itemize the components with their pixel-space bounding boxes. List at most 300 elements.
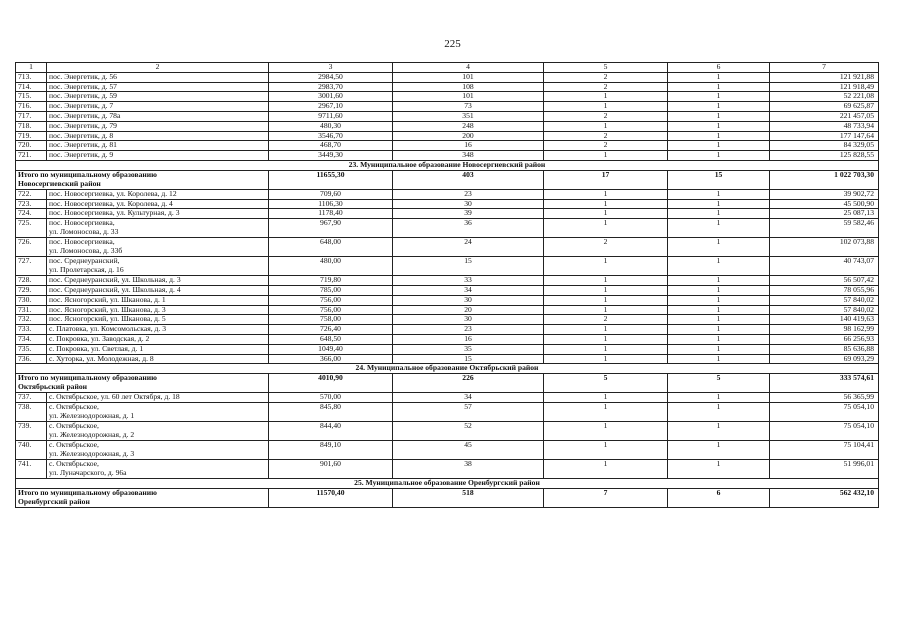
count-cell-5: 2 (544, 141, 668, 151)
total-label-line: Итого по муниципальному образованию (18, 373, 157, 383)
table-row (16, 151, 879, 161)
area-cell: 758,00 (269, 315, 393, 325)
area-cell: 480,30 (269, 121, 393, 131)
address-cell (47, 199, 269, 209)
count-cell-6: 1 (668, 209, 770, 219)
area-cell: 901,60 (269, 459, 393, 478)
amount-cell: 56 365,99 (770, 393, 879, 403)
row-number: 720. (16, 141, 47, 151)
row-number: 721. (16, 151, 47, 161)
housing-register-table (15, 62, 879, 508)
address-line: пос. Новосергиевка, ул. Культурная, д. 3 (49, 208, 180, 218)
count-cell-6: 1 (668, 276, 770, 286)
amount-cell: 98 162,99 (770, 325, 879, 335)
count-cell-5: 1 (544, 219, 668, 238)
count-cell-6: 1 (668, 344, 770, 354)
address-line: пос. Энергетик, д. 79 (49, 121, 117, 130)
table-row (16, 305, 879, 315)
area-cell: 366,00 (269, 354, 393, 364)
total-count-6: 15 (668, 170, 770, 189)
count-cell-5: 1 (544, 151, 668, 161)
amount-cell: 221 457,05 (770, 111, 879, 121)
address-cell (47, 257, 269, 276)
amount-cell: 75 054,10 (770, 402, 879, 421)
table-header-row (16, 63, 879, 73)
address-cell (47, 354, 269, 364)
residents-cell: 23 (393, 189, 544, 199)
amount-cell: 102 073,88 (770, 238, 879, 257)
address-cell (47, 238, 269, 257)
amount-cell: 57 840,02 (770, 305, 879, 315)
residents-cell: 16 (393, 141, 544, 151)
row-number: 716. (16, 102, 47, 112)
count-cell-6: 1 (668, 82, 770, 92)
total-amount: 333 574,61 (770, 374, 879, 393)
amount-cell: 177 147,64 (770, 131, 879, 141)
count-cell-6: 1 (668, 92, 770, 102)
residents-cell: 15 (393, 257, 544, 276)
amount-cell: 75 104,41 (770, 440, 879, 459)
section-heading-row (16, 364, 879, 374)
count-cell-6: 1 (668, 325, 770, 335)
table-row (16, 209, 879, 219)
address-line: пос. Энергетик, д. 81 (49, 140, 117, 150)
total-label (16, 374, 269, 393)
address-cell (47, 141, 269, 151)
table-row (16, 199, 879, 209)
count-cell-5: 1 (544, 189, 668, 199)
table-row (16, 402, 879, 421)
row-number: 738. (16, 402, 47, 421)
total-row (16, 374, 879, 393)
count-cell-6: 1 (668, 257, 770, 276)
amount-cell: 51 996,01 (770, 459, 879, 478)
section-heading: 24. Муниципальное образование Октябрьский район (16, 364, 879, 374)
row-number: 739. (16, 421, 47, 440)
area-cell: 3001,60 (269, 92, 393, 102)
amount-cell: 69 625,87 (770, 102, 879, 112)
row-number: 718. (16, 121, 47, 131)
count-cell-5: 1 (544, 295, 668, 305)
total-label-line: Оренбургский район (18, 496, 90, 506)
page-number: 225 (444, 38, 461, 50)
table-row (16, 238, 879, 257)
count-cell-5: 1 (544, 121, 668, 131)
address-line: пос. Ясногорский, ул. Шканова, д. 1 (49, 295, 166, 304)
count-cell-5: 1 (544, 325, 668, 335)
row-number: 730. (16, 295, 47, 305)
count-cell-5: 1 (544, 393, 668, 403)
count-cell-6: 1 (668, 219, 770, 238)
row-number: 735. (16, 344, 47, 354)
address-line: пос. Энергетик, д. 57 (49, 82, 117, 91)
total-label-line: Итого по муниципальному образованию (18, 488, 157, 497)
total-count-6: 5 (668, 374, 770, 393)
amount-cell: 57 840,02 (770, 295, 879, 305)
count-cell-6: 1 (668, 440, 770, 459)
table-row (16, 295, 879, 305)
area-cell: 648,50 (269, 334, 393, 344)
address-line: пос. Энергетик, д. 7 (49, 101, 114, 111)
count-cell-6: 1 (668, 334, 770, 344)
amount-cell: 45 500,90 (770, 199, 879, 209)
address-line: с. Хуторка, ул. Молодежная, д. 8 (49, 354, 154, 363)
row-number: 724. (16, 209, 47, 219)
table-row (16, 111, 879, 121)
area-cell: 967,90 (269, 219, 393, 238)
area-cell: 849,10 (269, 440, 393, 459)
address-cell (47, 219, 269, 238)
residents-cell: 52 (393, 421, 544, 440)
address-line: ул. Пролетарская, д. 16 (49, 264, 124, 274)
table-row (16, 421, 879, 440)
address-line: ул. Железнодорожная, д. 3 (49, 448, 135, 458)
residents-cell: 38 (393, 459, 544, 478)
amount-cell: 85 636,88 (770, 344, 879, 354)
address-cell (47, 315, 269, 325)
amount-cell: 39 902,72 (770, 189, 879, 199)
address-line: ул. Железнодорожная, д. 1 (49, 410, 135, 420)
area-cell: 3449,30 (269, 151, 393, 161)
table-row (16, 189, 879, 199)
area-cell: 1106,30 (269, 199, 393, 209)
address-line: ул. Ломоносова, д. 33б (49, 245, 123, 255)
total-count-5: 17 (544, 170, 668, 189)
table-row (16, 325, 879, 335)
address-line: с. Покровка, ул. Светлая, д. 1 (49, 344, 144, 353)
table-row (16, 102, 879, 112)
address-cell (47, 305, 269, 315)
count-cell-5: 1 (544, 199, 668, 209)
address-line: с. Покровка, ул. Заводская, д. 2 (49, 334, 150, 343)
count-cell-5: 1 (544, 421, 668, 440)
address-cell (47, 325, 269, 335)
address-cell (47, 82, 269, 92)
total-amount: 1 022 703,30 (770, 170, 879, 189)
count-cell-6: 1 (668, 305, 770, 315)
amount-cell: 121 918,49 (770, 82, 879, 92)
count-cell-6: 1 (668, 421, 770, 440)
residents-cell: 36 (393, 219, 544, 238)
count-cell-6: 1 (668, 238, 770, 257)
address-line: пос. Новосергиевка, ул. Королева, д. 4 (49, 199, 173, 208)
count-cell-5: 2 (544, 315, 668, 325)
address-line: пос. Среднеуранский, ул. Школьная, д. 4 (49, 285, 181, 294)
residents-cell: 351 (393, 111, 544, 121)
area-cell: 726,40 (269, 325, 393, 335)
area-cell: 756,00 (269, 305, 393, 315)
residents-cell: 34 (393, 393, 544, 403)
area-cell: 845,80 (269, 402, 393, 421)
address-cell (47, 131, 269, 141)
table-row (16, 354, 879, 364)
address-line: пос. Новосергиевка, (49, 237, 115, 247)
table-row (16, 276, 879, 286)
count-cell-6: 1 (668, 285, 770, 295)
residents-cell: 348 (393, 151, 544, 161)
row-number: 722. (16, 189, 47, 199)
address-line: пос. Новосергиевка, ул. Королева, д. 12 (49, 189, 177, 198)
count-cell-5: 1 (544, 102, 668, 112)
residents-cell: 35 (393, 344, 544, 354)
area-cell: 480,00 (269, 257, 393, 276)
residents-cell: 57 (393, 402, 544, 421)
count-cell-6: 1 (668, 295, 770, 305)
address-line: пос. Энергетик, д. 8 (49, 131, 114, 140)
amount-cell: 25 087,13 (770, 209, 879, 219)
total-count-5: 7 (544, 488, 668, 507)
count-cell-5: 1 (544, 354, 668, 364)
section-heading: 23. Муниципальное образование Новосергиевский район (16, 160, 879, 170)
table-row (16, 121, 879, 131)
count-cell-6: 1 (668, 199, 770, 209)
amount-cell: 121 921,88 (770, 72, 879, 82)
address-cell (47, 151, 269, 161)
address-line: пос. Ясногорский, ул. Шканова, д. 5 (49, 314, 166, 324)
residents-cell: 33 (393, 276, 544, 286)
residents-cell: 248 (393, 121, 544, 131)
count-cell-5: 2 (544, 72, 668, 82)
amount-cell: 59 582,46 (770, 219, 879, 238)
amount-cell: 40 743,07 (770, 257, 879, 276)
area-cell: 2967,10 (269, 102, 393, 112)
section-heading-row (16, 478, 879, 488)
area-cell: 9711,60 (269, 111, 393, 121)
address-line: пос. Ясногорский, ул. Шканова, д. 3 (49, 305, 166, 314)
row-number: 737. (16, 393, 47, 403)
row-number: 717. (16, 111, 47, 121)
row-number: 725. (16, 219, 47, 238)
address-cell (47, 209, 269, 219)
count-cell-6: 1 (668, 151, 770, 161)
count-cell-6: 1 (668, 111, 770, 121)
row-number: 729. (16, 285, 47, 295)
count-cell-5: 1 (544, 92, 668, 102)
residents-cell: 24 (393, 238, 544, 257)
section-heading: 25. Муниципальное образование Оренбургский район (16, 478, 879, 488)
total-label-line: Октябрьский район (18, 381, 88, 391)
table-row (16, 344, 879, 354)
header-cell: 7 (770, 63, 879, 73)
total-count-5: 5 (544, 374, 668, 393)
total-residents: 403 (393, 170, 544, 189)
count-cell-5: 1 (544, 257, 668, 276)
residents-cell: 30 (393, 295, 544, 305)
row-number: 726. (16, 238, 47, 257)
address-cell (47, 121, 269, 131)
residents-cell: 73 (393, 102, 544, 112)
header-cell: 2 (47, 63, 269, 73)
header-cell: 4 (393, 63, 544, 73)
amount-cell: 56 507,42 (770, 276, 879, 286)
address-cell (47, 72, 269, 82)
address-cell (47, 344, 269, 354)
area-cell: 468,70 (269, 141, 393, 151)
total-label (16, 170, 269, 189)
area-cell: 648,00 (269, 238, 393, 257)
row-number: 734. (16, 334, 47, 344)
area-cell: 709,60 (269, 189, 393, 199)
address-cell (47, 111, 269, 121)
residents-cell: 16 (393, 334, 544, 344)
table-row (16, 285, 879, 295)
residents-cell: 34 (393, 285, 544, 295)
address-cell (47, 295, 269, 305)
count-cell-6: 1 (668, 393, 770, 403)
residents-cell: 101 (393, 72, 544, 82)
residents-cell: 101 (393, 92, 544, 102)
residents-cell: 23 (393, 325, 544, 335)
section-heading-row (16, 160, 879, 170)
table-row (16, 334, 879, 344)
table-row (16, 257, 879, 276)
residents-cell: 45 (393, 440, 544, 459)
area-cell: 844,40 (269, 421, 393, 440)
row-number: 719. (16, 131, 47, 141)
area-cell: 570,00 (269, 393, 393, 403)
amount-cell: 69 093,29 (770, 354, 879, 364)
total-row (16, 488, 879, 507)
address-cell (47, 102, 269, 112)
address-line: с. Октябрьское, (49, 402, 99, 411)
area-cell: 1049,40 (269, 344, 393, 354)
count-cell-5: 1 (544, 459, 668, 478)
count-cell-6: 1 (668, 459, 770, 478)
count-cell-5: 1 (544, 305, 668, 315)
row-number: 713. (16, 72, 47, 82)
row-number: 714. (16, 82, 47, 92)
address-cell (47, 402, 269, 421)
address-cell (47, 440, 269, 459)
table-row (16, 131, 879, 141)
total-label (16, 488, 269, 507)
count-cell-6: 1 (668, 121, 770, 131)
total-amount: 562 432,10 (770, 488, 879, 507)
area-cell: 1178,40 (269, 209, 393, 219)
address-cell (47, 334, 269, 344)
total-row (16, 170, 879, 189)
address-line: с. Октябрьское, (49, 440, 99, 449)
area-cell: 3546,70 (269, 131, 393, 141)
residents-cell: 30 (393, 315, 544, 325)
residents-cell: 39 (393, 209, 544, 219)
row-number: 728. (16, 276, 47, 286)
count-cell-5: 1 (544, 402, 668, 421)
address-line: пос. Энергетик, д. 9 (49, 150, 114, 160)
count-cell-5: 1 (544, 285, 668, 295)
count-cell-5: 1 (544, 334, 668, 344)
header-cell: 5 (544, 63, 668, 73)
total-label-line: Новосергиевский район (18, 178, 101, 188)
area-cell: 785,00 (269, 285, 393, 295)
count-cell-5: 1 (544, 344, 668, 354)
residents-cell: 15 (393, 354, 544, 364)
header-cell: 6 (668, 63, 770, 73)
amount-cell: 78 055,96 (770, 285, 879, 295)
count-cell-6: 1 (668, 354, 770, 364)
total-count-6: 6 (668, 488, 770, 507)
table-row (16, 440, 879, 459)
table-row (16, 92, 879, 102)
total-area: 11570,40 (269, 488, 393, 507)
address-cell (47, 393, 269, 403)
address-line: ул. Железнодорожная, д. 2 (49, 429, 135, 439)
address-line: ул. Ломоносова, д. 33 (49, 226, 119, 236)
address-cell (47, 92, 269, 102)
address-line: пос. Энергетик, д. 56 (49, 72, 117, 81)
address-line: пос. Новосергиевка, (49, 218, 115, 228)
total-area: 4010,90 (269, 374, 393, 393)
header-cell: 1 (16, 63, 47, 73)
count-cell-5: 2 (544, 111, 668, 121)
count-cell-5: 1 (544, 276, 668, 286)
address-line: с. Октябрьское, (49, 459, 99, 468)
amount-cell: 66 256,93 (770, 334, 879, 344)
address-cell (47, 459, 269, 478)
count-cell-6: 1 (668, 72, 770, 82)
amount-cell: 125 828,55 (770, 151, 879, 161)
row-number: 740. (16, 440, 47, 459)
table-row (16, 82, 879, 92)
amount-cell: 48 733,94 (770, 121, 879, 131)
total-area: 11655,30 (269, 170, 393, 189)
address-line: с. Платовка, ул. Комсомольская, д. 3 (49, 324, 166, 334)
area-cell: 2984,50 (269, 72, 393, 82)
row-number: 715. (16, 92, 47, 102)
total-residents: 518 (393, 488, 544, 507)
area-cell: 719,80 (269, 276, 393, 286)
amount-cell: 140 419,63 (770, 315, 879, 325)
count-cell-6: 1 (668, 189, 770, 199)
row-number: 741. (16, 459, 47, 478)
area-cell: 2983,70 (269, 82, 393, 92)
row-number: 736. (16, 354, 47, 364)
row-number: 723. (16, 199, 47, 209)
residents-cell: 200 (393, 131, 544, 141)
row-number: 731. (16, 305, 47, 315)
address-line: с. Октябрьское, (49, 421, 99, 430)
address-line: пос. Среднеуранский, (49, 256, 120, 266)
row-number: 727. (16, 257, 47, 276)
table-row (16, 393, 879, 403)
count-cell-6: 1 (668, 141, 770, 151)
address-line: пос. Среднеуранский, ул. Школьная, д. 3 (49, 275, 181, 285)
total-residents: 226 (393, 374, 544, 393)
table-row (16, 141, 879, 151)
total-label-line: Итого по муниципальному образованию (18, 170, 157, 179)
amount-cell: 75 054,10 (770, 421, 879, 440)
residents-cell: 30 (393, 199, 544, 209)
residents-cell: 20 (393, 305, 544, 315)
amount-cell: 52 221,08 (770, 92, 879, 102)
address-line: ул. Луначарского, д. 96а (49, 467, 127, 477)
table-row (16, 459, 879, 478)
table-row (16, 315, 879, 325)
count-cell-5: 1 (544, 440, 668, 459)
count-cell-5: 2 (544, 82, 668, 92)
address-line: пос. Энергетик, д. 59 (49, 91, 117, 101)
address-cell (47, 276, 269, 286)
row-number: 733. (16, 325, 47, 335)
amount-cell: 84 329,05 (770, 141, 879, 151)
address-cell (47, 285, 269, 295)
address-line: с. Октябрьское, ул. 60 лет Октября, д. 18 (49, 392, 180, 402)
count-cell-5: 2 (544, 131, 668, 141)
count-cell-6: 1 (668, 131, 770, 141)
count-cell-5: 1 (544, 209, 668, 219)
address-cell (47, 189, 269, 199)
table-row (16, 219, 879, 238)
